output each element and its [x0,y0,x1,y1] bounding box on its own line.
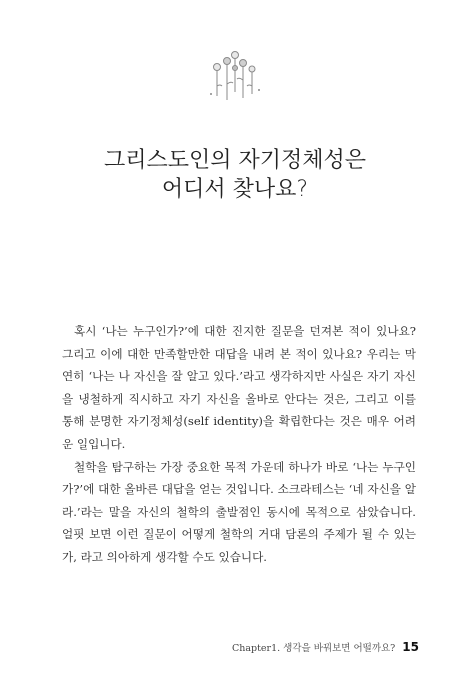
paragraph-2: 철학을 탐구하는 가장 중요한 목적 가운데 하나가 바로 ‘나는 누구인가?’에 대한 올바른 대답을 얻는 것입니다. 소크라테스는 ‘네 자신을 알라.’라는 말을 자신의 철학의 출발점인 동시에 목적으로 삼았습니다. 얼핏 보면 이런 질문이 어떻게 철학의 거대 담론의 주제가 될 수 있는가, 라고 의아하게 생각할 수도 있습니다. [62,459,416,564]
footer-chapter: Chapter1. 생각을 바꿔보면 어떨까요? [231,643,396,654]
page-number: 15 [402,640,419,654]
chapter-heading [0,146,470,204]
heading-line-1: 그리스도인의 자기정체성은 [103,148,367,173]
heading-line-2: 어디서 찾나요? [161,177,309,202]
flower-ornament-icon [205,50,265,110]
body-text [62,320,416,569]
paragraph-1: 혹시 ‘나는 누구인가?’에 대한 진지한 질문을 던져본 적이 있나요? 그리고 이에 대한 만족할만한 대답을 내려 본 적이 있나요? 우리는 막연히 ‘나는 나 자신을 잘 알고 있다.’라고 생각하지만 사실은 자기 자신을 냉철하게 직시하고 자기 자신을 올바로 안다는 것은, 그리고 이를 통해 분명한 자기정체성(self identity)을 확립한다는 것은 매우 어려운 일입니다. [62,324,416,451]
page-footer [232,640,419,654]
